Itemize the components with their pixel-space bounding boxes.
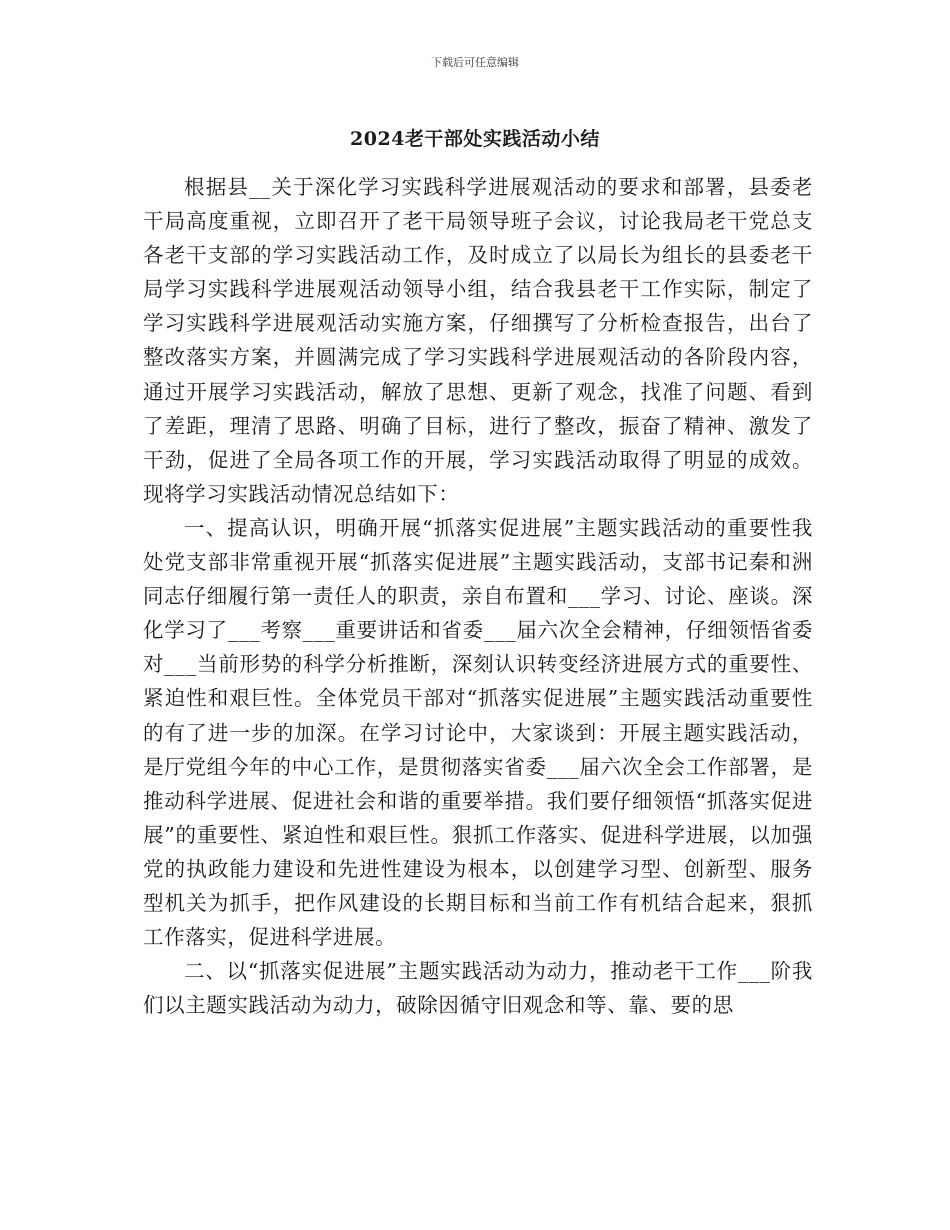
document-body xyxy=(143,170,813,1022)
paragraph-section-2: 二、以“抓落实促进展”主题实践活动为动力，推动老干工作___阶我们以主题实践活动为动力，破除因循守旧观念和等、靠、要的思 xyxy=(143,959,813,1018)
paragraph-intro: 根据县__关于深化学习实践科学进展观活动的要求和部署，县委老干局高度重视，立即召开了老干局领导班子会议，讨论我局老干党总支各老干支部的学习实践活动工作，及时成立了以局长为组长的县委老干局学习实践科学进展观活动领导小组，结合我县老干工作实际，制定了学习实践科学进展观活动实施方案，仔细撰写了分析检查报告，出台了整改落实方案，并圆满完成了学习实践科学进展观活动的各阶段内容，通过开展学习实践活动，解放了思想、更新了观念，找准了问题、看到了差距，理清了思路、明确了目标，进行了整改，振奋了精神、激发了干劲，促进了全局各项工作的开展，学习实践活动取得了明显的成效。现将学习实践活动情况总结如下： xyxy=(143,175,813,506)
paragraph-section-1: 一、提高认识，明确开展“抓落实促进展”主题实践活动的重要性我处党支部非常重视开展“抓落实促进展”主题实践活动，支部书记秦和洲同志仔细履行第一责任人的职责，亲自布置和___学习、讨论、座谈。深化学习了___考察___重要讲话和省委___届六次全会精神，仔细领悟省委对___当前形势的科学分析推断，深刻认识转变经济进展方式的重要性、紧迫性和艰巨性。全体党员干部对“抓落实促进展”主题实践活动重要性的有了进一步的加深。在学习讨论中，大家谈到：开展主题实践活动，是厅党组今年的中心工作，是贯彻落实省委___届六次全会工作部署，是推动科学进展、促进社会和谐的重要举措。我们要仔细领悟“抓落实促进展”的重要性、紧迫性和艰巨性。狠抓工作落实、促进科学进展，以加强党的执政能力建设和先进性建设为根本，以创建学习型、创新型、服务型机关为抓手，把作风建设的长期目标和当前工作有机结合起来，狠抓工作落实，促进科学进展。 xyxy=(143,515,813,950)
header-note: 下载后可任意编辑 xyxy=(431,56,519,69)
document-title: 2024老干部处实践活动小结 xyxy=(350,128,600,150)
